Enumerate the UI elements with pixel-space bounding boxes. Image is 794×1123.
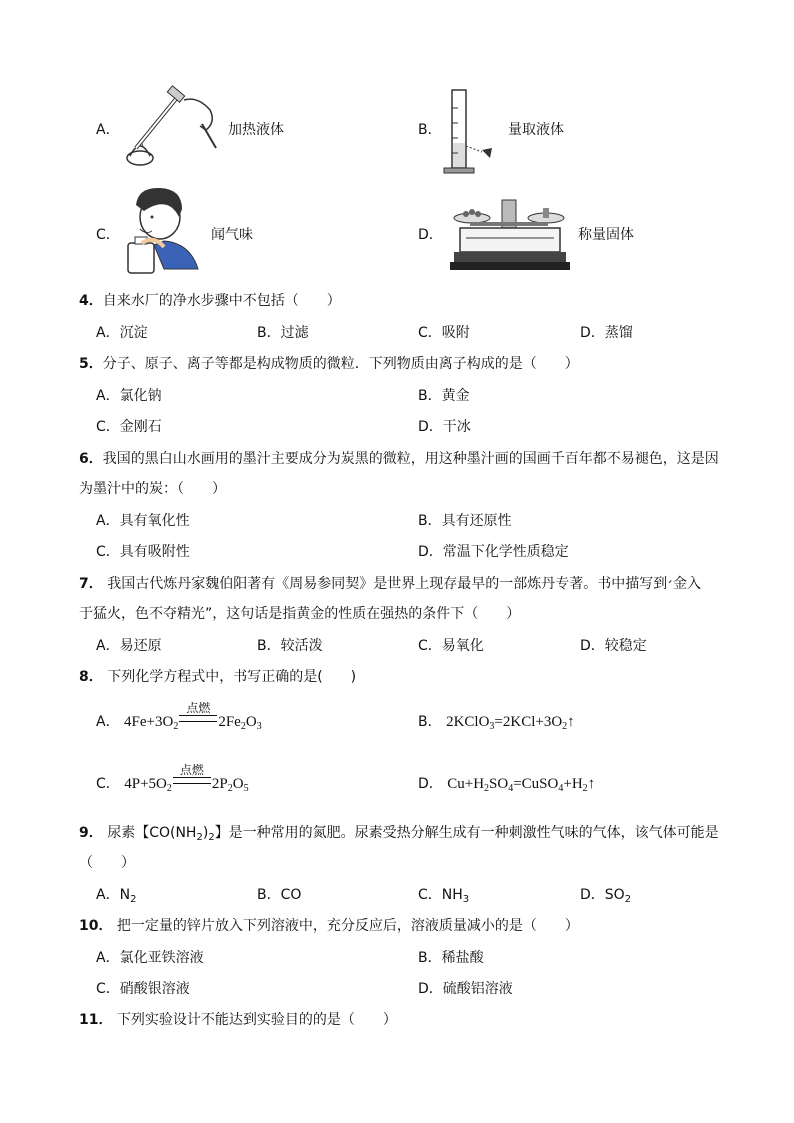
- reaction-condition: 点燃: [186, 701, 211, 715]
- option-letter: C．: [96, 776, 120, 792]
- graduated-cylinder-icon: [440, 88, 500, 176]
- question-stem: 把一定量的锌片放入下列溶液中，充分反应后，溶液质量减小的是（ ）: [112, 918, 579, 934]
- q6-option-c: C．具有吸附性: [96, 544, 190, 560]
- q4-option-c: C．吸附: [418, 325, 470, 341]
- question-5: [79, 353, 579, 373]
- q10-option-a: A．氯化亚铁溶液: [96, 950, 204, 966]
- q4-option-d: D．蒸馏: [580, 325, 633, 341]
- question-number: 4．: [79, 293, 103, 309]
- q7-option-a: A．易还原: [96, 638, 162, 654]
- q6-option-b: B．具有还原性: [418, 513, 512, 529]
- equation-a: $4Fe+3O_2$ 点燃 $2Fe_2O_3$: [124, 701, 262, 732]
- option-letter: B．: [418, 714, 442, 730]
- question-number: 10．: [79, 918, 113, 934]
- question-number: 9．: [79, 825, 103, 841]
- q6-option-d: D．常温下化学性质稳定: [418, 544, 569, 560]
- question-stem-line1: 我国的黑白山水画用的墨汁主要成分为炭黑的微粒，用这种墨汁画的国画千百年都不易褪色，这是因: [102, 451, 719, 467]
- question-6: [79, 448, 719, 468]
- q4-option-a: A．沉淀: [96, 325, 148, 341]
- q3-option-a-letter: A．: [96, 122, 120, 138]
- q8-option-a: [96, 701, 262, 732]
- question-stem-line1: 我国古代炼丹家魏伯阳著有《周易参同契》是世界上现存最早的一部炼丹专著。书中描写到׳金入: [102, 576, 702, 592]
- q6-option-a: A．具有氧化性: [96, 513, 190, 529]
- question-10: [79, 915, 579, 935]
- q4-option-b: B．过滤: [257, 325, 309, 341]
- test-tube-heating-icon: [118, 86, 223, 172]
- q8-option-b: [418, 711, 575, 732]
- q7-option-c: C．易氧化: [418, 638, 484, 654]
- q5-option-a: A．氯化钠: [96, 388, 162, 404]
- question-stem: 下列实验设计不能达到实验目的的是（ ）: [112, 1012, 397, 1028]
- smelling-boy-icon: [124, 185, 204, 275]
- q10-option-b: B．稀盐酸: [418, 950, 484, 966]
- q3-option-a-text: 加热液体: [228, 122, 284, 138]
- q5-option-b: B．黄金: [418, 388, 470, 404]
- q3-option-d-letter: D．: [418, 227, 443, 243]
- equation-b: $2KClO_3=2KCl+3O_2↑$: [446, 714, 575, 732]
- balance-scale-icon: [450, 194, 570, 272]
- question-7: [79, 573, 701, 593]
- q9-option-b: B．CO: [257, 887, 302, 903]
- question-7-stem-line2: 于猛火，色不夺精光”，这句话是指黄金的性质在强热的条件下（ ）: [79, 606, 521, 622]
- question-number: 8．: [79, 669, 103, 685]
- q7-option-d: D．较稳定: [580, 638, 647, 654]
- question-stem: 分子、原子、离子等都是构成物质的微粒．下列物质由离子构成的是（ ）: [102, 356, 579, 372]
- question-number: 11．: [79, 1012, 113, 1028]
- q10-option-c: C．硝酸银溶液: [96, 981, 190, 997]
- question-stem: 下列化学方程式中，书写正确的是( ): [102, 669, 357, 685]
- question-number: 7．: [79, 576, 103, 592]
- option-letter: D．: [418, 776, 443, 792]
- question-8: [79, 666, 356, 686]
- q9-option-c: C．$NH_3$: [418, 887, 470, 905]
- question-4: [79, 290, 341, 310]
- q9-option-d: D．$SO_2$: [580, 887, 632, 905]
- up-arrow-icon: ↑: [587, 776, 596, 792]
- q3-option-b-letter: B．: [418, 122, 442, 138]
- q3-option-b-text: 量取液体: [508, 122, 564, 138]
- option-letter: A．: [96, 714, 120, 730]
- question-number: 5．: [79, 356, 103, 372]
- q8-option-d: [418, 773, 595, 794]
- question-number: 6．: [79, 451, 103, 467]
- q9-option-a: A．$N_2$: [96, 887, 137, 905]
- q5-option-c: C．金刚石: [96, 419, 162, 435]
- reaction-condition: 点燃: [179, 763, 204, 777]
- question-9: 9． 尿素【$CO(NH_2)_2$】是一种常用的氮肥。尿素受热分解生成有一种刺激性气味的气体，该气体可能是: [79, 825, 719, 843]
- q3-option-c-text: 闻气味: [211, 227, 253, 243]
- q10-option-d: D．硫酸铝溶液: [418, 981, 513, 997]
- equation-c: $4P+5O_2$ 点燃 $2P_2O_5$: [124, 763, 249, 794]
- question-6-stem-line2: 为墨汁中的炭：（ ）: [79, 481, 226, 497]
- q5-option-d: D．干冰: [418, 419, 471, 435]
- question-stem: 自来水厂的净水步骤中不包括（ ）: [102, 293, 341, 309]
- equation-d: $Cu+H_2SO_4=CuSO_4+H_2↑$: [447, 776, 596, 794]
- question-9-stem-line2: （ ）: [79, 855, 135, 871]
- up-arrow-icon: ↑: [567, 714, 575, 730]
- q3-option-c-letter: C．: [96, 227, 120, 243]
- q7-option-b: B．较活泼: [257, 638, 323, 654]
- question-11: [79, 1009, 397, 1029]
- q8-option-c: [96, 763, 249, 794]
- q3-option-d-text: 称量固体: [578, 227, 634, 243]
